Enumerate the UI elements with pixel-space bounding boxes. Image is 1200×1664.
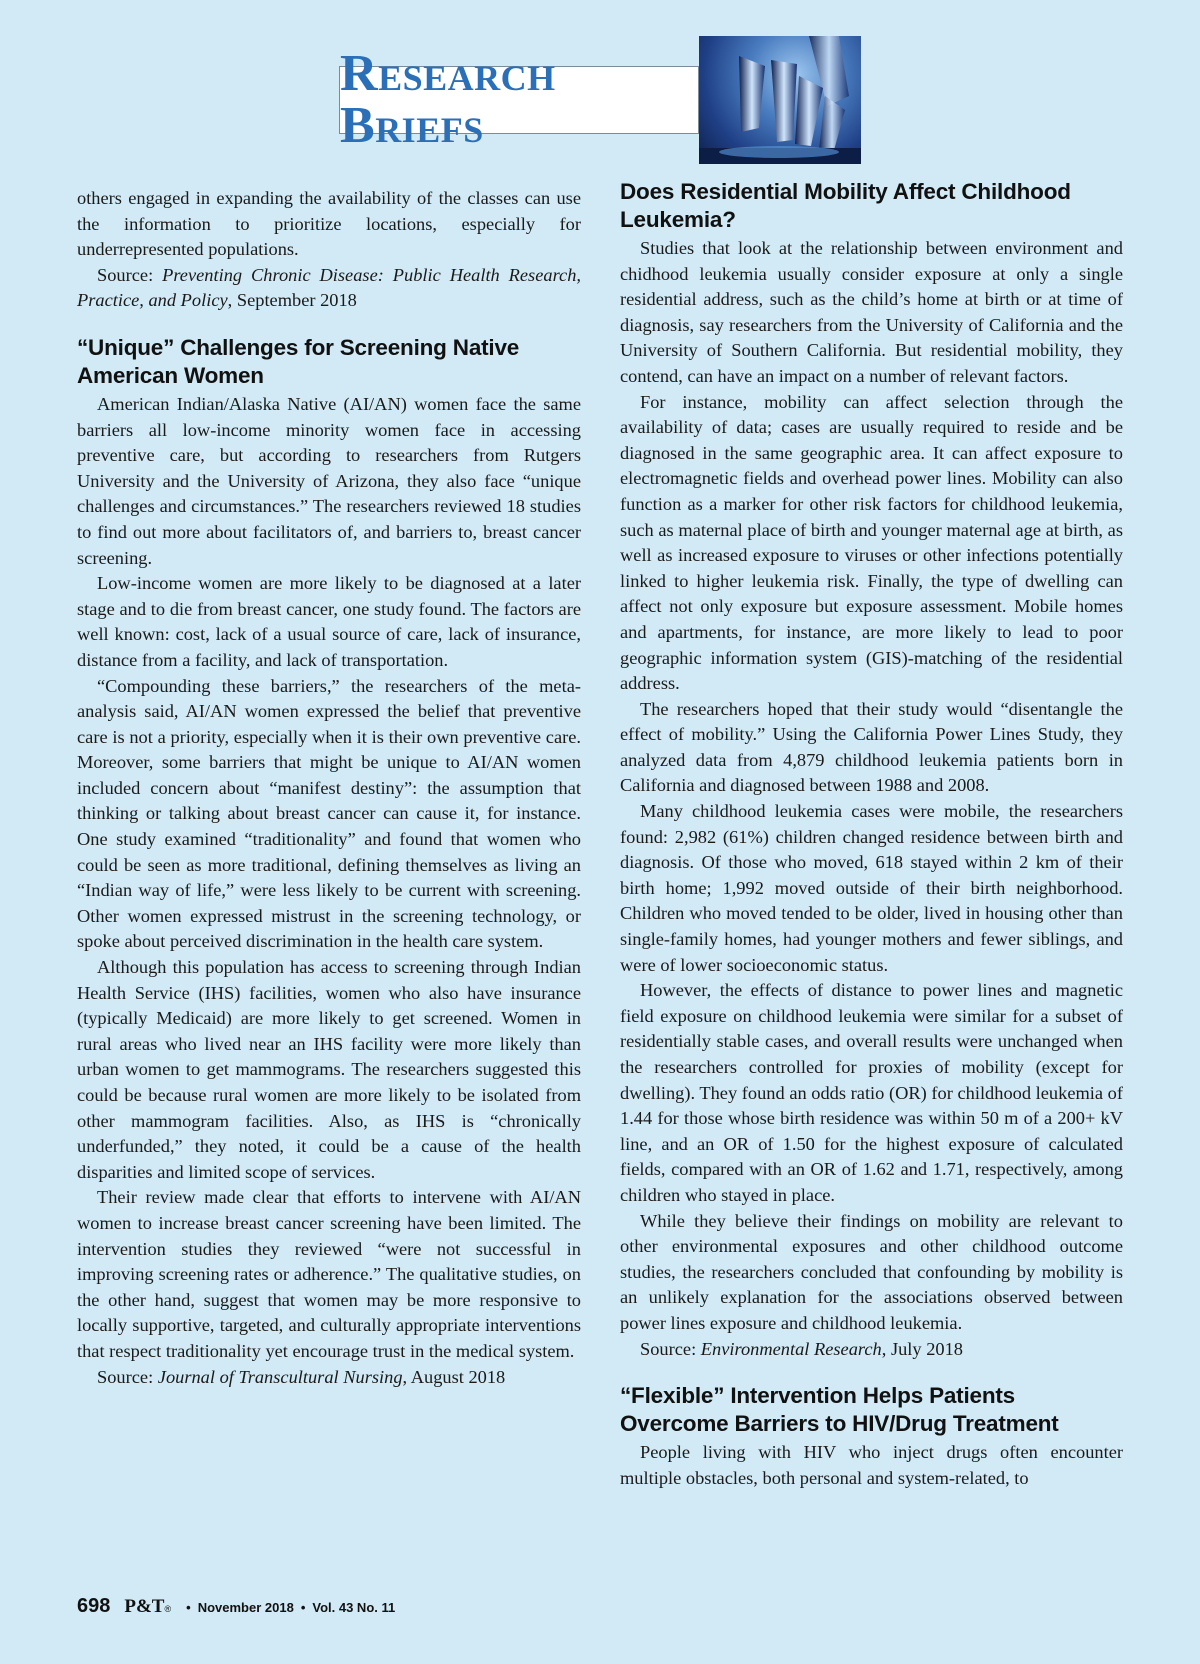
source-prefix: Source: [97, 264, 163, 285]
title-rest-2: RIEFS [375, 110, 484, 150]
issue-volume: Vol. 43 No. 11 [312, 1600, 396, 1615]
section-title [340, 45, 698, 154]
title-rest-1: ESEARCH [378, 58, 556, 98]
intro-paragraph: others engaged in expanding the availability of the classes can use the information to prioritize locations, especially for underrepresented populations. [77, 188, 581, 260]
body-paragraph: However, the effects of distance to power lines and magnetic field exposure on childhood leukemia were similar for a subset of residentially stable cases, and overall results were unchanged when the researchers controlled for proxies of mobility (except for dwelling). They found an odds ratio (OR) for childhood leukemia of 1.44 for those whose birth residence was within 50 m of a 200+ kV line, and an OR of 1.50 for the highest exposure of calculated fields, compared with an OR of 1.62 and 1.71, respectively, among children who stayed in place. [620, 980, 1123, 1205]
section-banner [339, 45, 699, 154]
right-column [620, 178, 1123, 1491]
body-paragraph: While they believe their findings on mobility are relevant to other environmental exposures and other childhood outcome studies, the researchers concluded that confounding by mobility is an unlikely explanation for the associations observed between power lines exposure and childhood leukemia. [620, 1210, 1123, 1333]
body-paragraph: Their review made clear that efforts to intervene with AI/AN women to increase breast cancer screening have been limited. The intervention studies they reviewed “were not successful in improving screening rates or adherence.” The qualitative studies, on the other hand, suggest that women may be more responsive to locally supportive, targeted, and culturally appropriate interventions that respect traditionality yet encourage trust in the medical system. [77, 1187, 581, 1361]
body-paragraph: Studies that look at the relationship between environment and chidhood leukemia usually consider exposure at only a single residential address, such as the child’s home at birth or at time of diagnosis, say researchers from the University of California and the University of Southern California. But residential mobility, they contend, can have an impact on a number of relevant factors. [620, 238, 1123, 386]
journal-name: P&T [124, 1596, 165, 1617]
body-paragraph: American Indian/Alaska Native (AI/AN) women face the same barriers all low-income minority women face in accessing preventive care, but according to researchers from Rutgers University and the University of Arizona, they also face “unique challenges and circumstances.” The researchers reviewed 18 studies to find out more about facilitators of, and barriers to, breast cancer screening. [77, 393, 581, 568]
title-initial-b: B [340, 97, 376, 154]
body-paragraph: The researchers hoped that their study would “disentangle the effect of mobility.” Using the California Power Lines Study, they analyzed data from 4,879 childhood leukemia patients born in California and diagnosed between 1988 and 2008. [620, 698, 1123, 796]
source-date: , July 2018 [881, 1338, 963, 1359]
body-paragraph: People living with HIV who inject drugs often encounter multiple obstacles, both personal and system-related, to [620, 1442, 1123, 1488]
source-prefix: Source: [640, 1338, 701, 1359]
registered-mark: ® [164, 1604, 172, 1614]
source-citation [77, 263, 581, 314]
separator-dot: • [300, 1600, 306, 1615]
left-column [77, 186, 581, 1390]
body-paragraph: For instance, mobility can affect selection through the availability of data; cases are usually required to reside and be diagnosed in the same geographic area. It can affect exposure to electromagnetic fields and overhead power lines. Mobility can also function as a marker for other risk factors for childhood leukemia, such as maternal place of birth and younger maternal age at birth, as well as increased exposure to viruses or other infections potentially linked to higher leukemia risk. Finally, the type of dwelling can affect not only exposure but exposure assessment. Mobile homes and apartments, for instance, are more likely to lead to poor geographic information system (GIS)-matching of the residential address. [620, 391, 1123, 694]
source-prefix: Source: [97, 1366, 158, 1387]
body-paragraph: Although this population has access to screening through Indian Health Service (IHS) facilities, women who also have insurance (typically Medicaid) are more likely to get screened. Women in rural areas who lived near an IHS facility were more likely than urban women to get mammograms. The researchers suggested this could be because rural women are more likely to be isolated from other mammogram facilities. Also, as IHS is “chronically underfunded,” they noted, it could be a cause of the health disparities and limited scope of services. [77, 957, 581, 1182]
source-title: Preventing Chronic Disease: Public Health Research, Practice, and Policy [77, 264, 581, 311]
source-citation [77, 1365, 581, 1391]
source-title: Environmental Research [700, 1338, 882, 1359]
page-footer [77, 1595, 395, 1618]
title-initial-r: R [340, 45, 379, 102]
source-citation [620, 1337, 1123, 1363]
page-number: 698 [77, 1595, 111, 1617]
article-heading-residential-mobility: Does Residential Mobility Affect Childhood Leukemia? [620, 179, 1071, 232]
separator-dot: • [186, 1600, 191, 1615]
source-date: , September 2018 [227, 290, 357, 311]
issue-date: November 2018 [197, 1600, 294, 1615]
article-heading-hiv-intervention: “Flexible” Intervention Helps Patients Overcome Barriers to HIV/Drug Treatment [620, 1383, 1059, 1437]
article-heading-native-american-screening: “Unique” Challenges for Screening Native American Women [77, 334, 520, 388]
source-title: Journal of Transcultural Nursing [157, 1366, 403, 1387]
body-paragraph: Low-income women are more likely to be diagnosed at a later stage and to die from breast cancer, one study found. The factors are well known: cost, lack of a usual source of care, lack of insurance, distance from a facility, and lack of transportation. [77, 573, 581, 670]
microscope-image [699, 36, 861, 164]
source-date: , August 2018 [402, 1366, 506, 1387]
body-paragraph: “Compounding these barriers,” the researchers of the meta-analysis said, AI/AN women expressed the belief that preventive care is not a priority, especially when it is their own preventive care. Moreover, some barriers that might be unique to AI/AN women included concern about “manifest destiny”: the assumption that thinking or talking about breast cancer can cause it, for instance. One study examined “traditionality” and found that women who could be seen as more traditional, defining themselves as living an “Indian way of life,” were less likely to be current with screening. Other women expressed mistrust in the screening technology, or spoke about perceived discrimination in the health care system. [77, 675, 581, 952]
body-paragraph: Many childhood leukemia cases were mobile, the researchers found: 2,982 (61%) children changed residence between birth and diagnosis. Of those who moved, 618 stayed within 2 km of their birth home; 1,992 moved outside of their birth neighborhood. Children who moved tended to be older, lived in housing other than single-family homes, had younger mothers and fewer siblings, and were of lower socioeconomic status. [620, 801, 1123, 975]
